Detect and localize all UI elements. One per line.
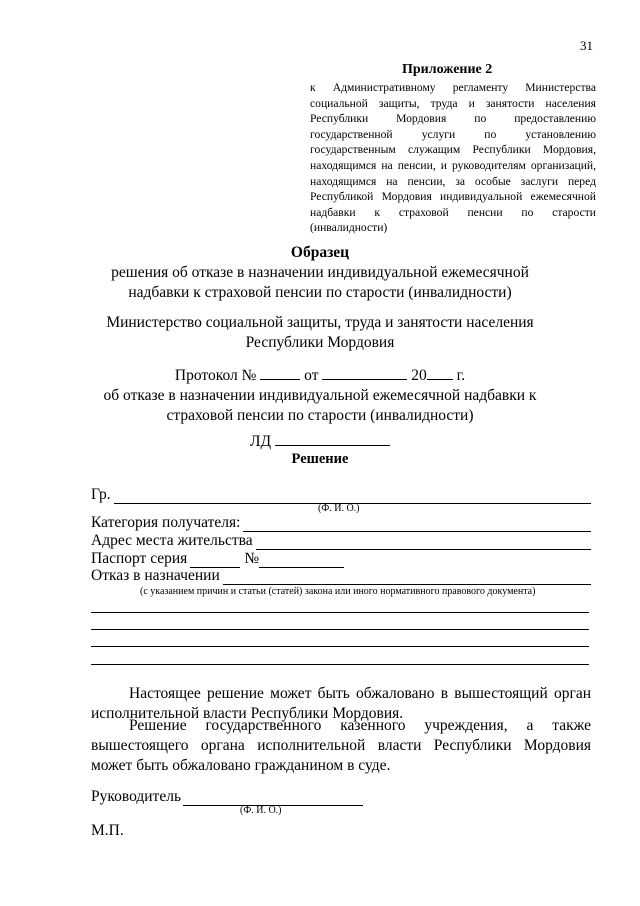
protocol-date-blank — [322, 365, 407, 380]
sample-subtitle — [0, 263, 640, 303]
sample-subtitle-text: решения об отказе в назначении индивидуальной ежемесячной надбавки к страховой пенсии по старости (инвалидности) — [111, 264, 529, 301]
ministry-name-text: Министерство социальной защиты, труда и занятости населения Республики Мордовия — [106, 314, 534, 351]
fio-hint: (Ф. И. О.) — [318, 503, 360, 514]
signature-row — [91, 788, 363, 806]
head-fio-hint: (Ф. И. О.) — [240, 805, 282, 816]
category-label: Категория получателя: — [91, 514, 241, 531]
category-blank — [243, 517, 591, 532]
protocol-subtitle: об отказе в назначении индивидуальной ежемесячной надбавки к страховой пенсии по старости (инвалидности) — [103, 387, 537, 424]
address-blank — [256, 535, 591, 550]
blank-line — [91, 664, 589, 665]
protocol-number-blank — [260, 365, 300, 380]
passport-row — [91, 550, 344, 568]
ministry-name — [0, 313, 640, 353]
passport-series-blank — [190, 553, 240, 568]
appendix-text: к Административному регламенту Министерства социальной защиты, труда и занятости населения Республики Мордовия по предоставлению государственной услуги по установлению государственным служащим Республики Мордовия, находящимся на пенсии, и руководителям организаций, находящимся на пенсии, за особые заслуги перед Республикой Мордовия индивидуальной ежемесячной надбавки к страховой пенсии по старости (инвалидности) — [310, 81, 596, 235]
refusal-blank — [223, 570, 591, 585]
protocol-from: от — [304, 367, 319, 384]
head-label: Руководитель — [91, 788, 182, 805]
category-row — [91, 514, 591, 532]
sample-title: Образец — [290, 244, 350, 261]
appendix-title: Приложение 2 — [402, 62, 493, 77]
ld-blank — [275, 431, 390, 446]
passport-number-label: № — [244, 550, 260, 567]
ld-label: ЛД — [250, 433, 272, 450]
blank-line — [91, 646, 589, 647]
refusal-row — [91, 567, 591, 585]
page-number: 31 — [580, 38, 593, 53]
citizen-label: Гр. — [91, 486, 111, 503]
head-signature-blank — [183, 791, 363, 806]
passport-number-blank — [259, 553, 344, 568]
protocol-year-prefix: 20 — [411, 367, 427, 384]
protocol-line — [0, 365, 640, 386]
appeal-paragraph: Настоящее решение может быть обжаловано в вышестоящий орган исполнительной власти Республики Мордовия. — [91, 685, 591, 722]
decision-title: Решение — [291, 451, 349, 467]
passport-label: Паспорт серия — [91, 550, 188, 567]
protocol-label: Протокол № — [174, 367, 257, 384]
citizen-row — [91, 486, 591, 504]
protocol-year-suffix: г. — [456, 367, 466, 384]
court-paragraph: Решение государственного казенного учреждения, а также вышестоящего органа исполнительной власти Республики Мордовия может быть обжаловано гражданином в суде. — [91, 717, 591, 774]
refusal-label: Отказ в назначении — [91, 567, 220, 584]
protocol-header — [0, 365, 640, 426]
refusal-hint: (с указанием причин и статьи (статей) закона или иного нормативного правового документа) — [140, 586, 536, 597]
citizen-blank — [114, 489, 591, 504]
protocol-year-blank — [427, 365, 453, 380]
address-row — [91, 532, 591, 550]
address-label: Адрес места жительства — [91, 532, 253, 549]
stamp-label: М.П. — [91, 822, 124, 839]
blank-line — [91, 629, 589, 630]
blank-line — [91, 612, 589, 613]
ld-line — [0, 431, 640, 451]
